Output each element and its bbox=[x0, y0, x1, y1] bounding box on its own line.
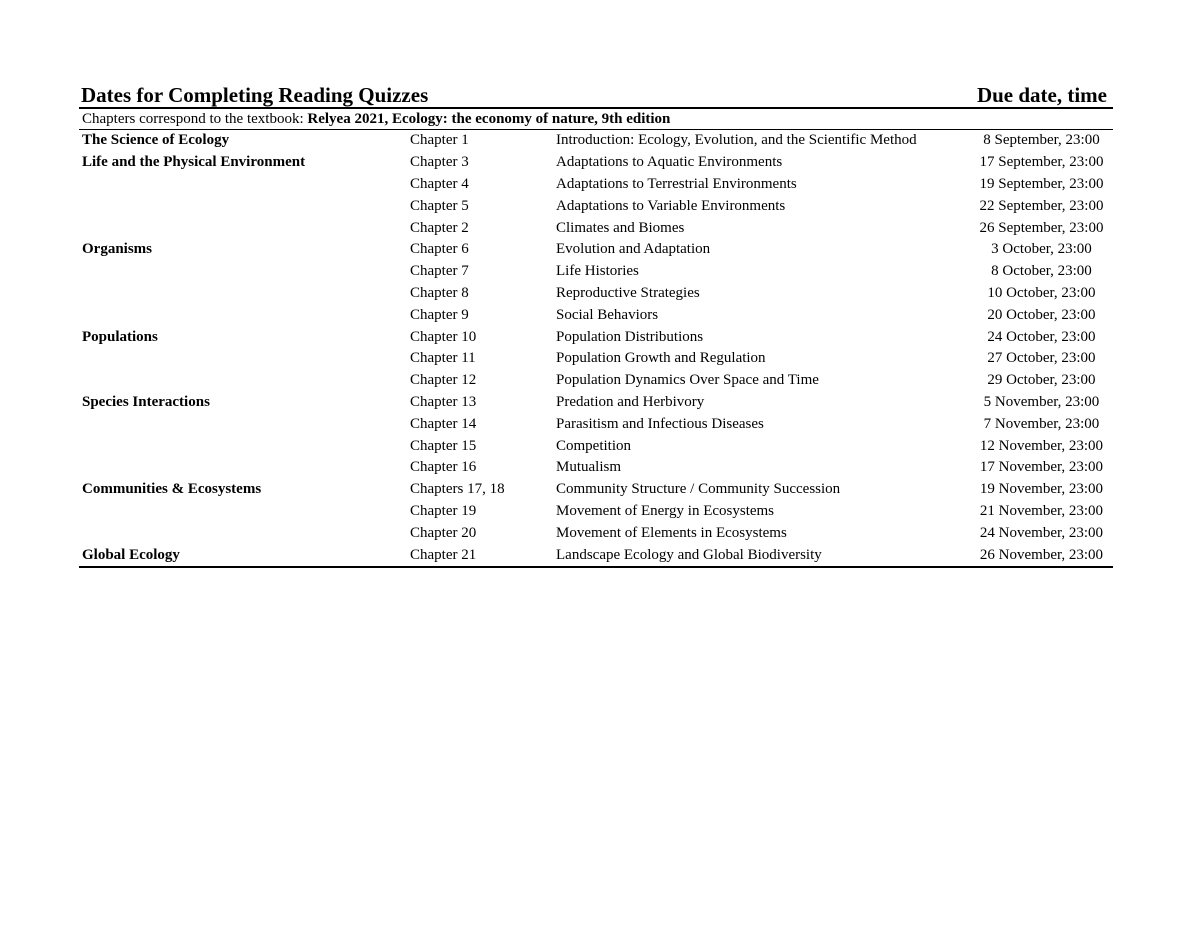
section-label bbox=[79, 457, 410, 479]
chapter-label: Chapter 19 bbox=[410, 502, 477, 519]
due-date: 24 November, 23:00 bbox=[979, 524, 1104, 541]
chapter-topic: Parasitism and Infectious Diseases bbox=[556, 415, 764, 432]
chapter-topic: Life Histories bbox=[556, 263, 639, 280]
due-date: 19 November, 23:00 bbox=[979, 481, 1104, 498]
due-date: 5 November, 23:00 bbox=[983, 393, 1100, 410]
chapter-label: Chapters 17, 18 bbox=[410, 481, 505, 498]
table-row bbox=[79, 130, 1113, 152]
section-label bbox=[79, 217, 410, 239]
chapter-label: Chapter 20 bbox=[410, 524, 477, 541]
chapter-label: Chapter 8 bbox=[410, 284, 469, 301]
due-date: 17 November, 23:00 bbox=[979, 459, 1104, 476]
due-date: 10 October, 23:00 bbox=[987, 284, 1096, 301]
due-date: 19 September, 23:00 bbox=[979, 175, 1104, 192]
table-row bbox=[79, 239, 1113, 261]
section-label bbox=[79, 348, 410, 370]
due-date: 20 October, 23:00 bbox=[987, 306, 1096, 323]
chapter-topic: Evolution and Adaptation bbox=[556, 241, 711, 258]
table-row bbox=[79, 348, 1113, 370]
table-row bbox=[79, 544, 1113, 567]
due-date: 22 September, 23:00 bbox=[979, 197, 1104, 214]
chapter-topic: Competition bbox=[556, 437, 631, 454]
textbook-note bbox=[79, 109, 1113, 130]
chapter-label: Chapter 6 bbox=[410, 241, 469, 258]
chapter-topic: Adaptations to Aquatic Environments bbox=[556, 154, 783, 171]
section-label bbox=[79, 435, 410, 457]
section-label bbox=[79, 261, 410, 283]
section-label bbox=[79, 174, 410, 196]
table-row bbox=[79, 370, 1113, 392]
quiz-table-body bbox=[79, 130, 1113, 567]
chapter-label: Chapter 10 bbox=[410, 328, 477, 345]
chapter-label: Chapter 1 bbox=[410, 132, 469, 149]
quiz-table bbox=[79, 130, 1113, 568]
chapter-topic: Movement of Elements in Ecosystems bbox=[556, 524, 787, 541]
chapter-topic: Community Structure / Community Succession bbox=[556, 481, 841, 498]
chapter-topic: Population Growth and Regulation bbox=[556, 350, 766, 367]
chapter-label: Chapter 21 bbox=[410, 546, 477, 563]
table-row bbox=[79, 283, 1113, 305]
due-date: 26 November, 23:00 bbox=[979, 546, 1104, 563]
due-date-header: Due date, time bbox=[976, 83, 1107, 107]
chapter-label: Chapter 14 bbox=[410, 415, 477, 432]
due-date: 8 September, 23:00 bbox=[983, 132, 1100, 149]
chapter-topic: Landscape Ecology and Global Biodiversity bbox=[556, 546, 822, 563]
table-row bbox=[79, 413, 1113, 435]
section-label bbox=[79, 283, 410, 305]
section-label: Species Interactions bbox=[82, 393, 210, 410]
section-label bbox=[79, 501, 410, 523]
due-date: 29 October, 23:00 bbox=[987, 372, 1096, 389]
table-row bbox=[79, 326, 1113, 348]
section-label bbox=[79, 522, 410, 544]
chapter-label: Chapter 2 bbox=[410, 219, 469, 236]
section-label: Global Ecology bbox=[82, 546, 180, 563]
due-date: 8 October, 23:00 bbox=[991, 263, 1092, 280]
chapter-label: Chapter 3 bbox=[410, 154, 469, 171]
due-date: 26 September, 23:00 bbox=[979, 219, 1104, 236]
table-row bbox=[79, 435, 1113, 457]
section-label: Organisms bbox=[82, 241, 153, 258]
chapter-topic: Introduction: Ecology, Evolution, and the Scientific Method bbox=[556, 132, 917, 149]
chapter-topic: Social Behaviors bbox=[556, 306, 659, 323]
section-label bbox=[79, 304, 410, 326]
chapter-label: Chapter 11 bbox=[410, 350, 476, 367]
chapter-label: Chapter 9 bbox=[410, 306, 469, 323]
table-row bbox=[79, 217, 1113, 239]
chapter-topic: Predation and Herbivory bbox=[556, 393, 705, 410]
table-row bbox=[79, 174, 1113, 196]
due-date: 17 September, 23:00 bbox=[979, 154, 1104, 171]
section-label: Populations bbox=[82, 328, 158, 345]
chapter-label: Chapter 5 bbox=[410, 197, 469, 214]
title-row bbox=[79, 84, 1113, 109]
table-row bbox=[79, 479, 1113, 501]
section-label bbox=[79, 195, 410, 217]
section-label: The Science of Ecology bbox=[82, 132, 230, 149]
chapter-topic: Population Dynamics Over Space and Time bbox=[556, 372, 819, 389]
table-row bbox=[79, 261, 1113, 283]
table-row bbox=[79, 501, 1113, 523]
textbook-title: Relyea 2021, Ecology: the economy of nature, 9th edition bbox=[307, 111, 671, 127]
chapter-label: Chapter 12 bbox=[410, 372, 477, 389]
chapter-topic: Adaptations to Variable Environments bbox=[556, 197, 786, 214]
section-label: Communities & Ecosystems bbox=[82, 481, 262, 498]
due-date: 27 October, 23:00 bbox=[987, 350, 1096, 367]
table-row bbox=[79, 522, 1113, 544]
chapter-topic: Population Distributions bbox=[556, 328, 704, 345]
chapter-label: Chapter 7 bbox=[410, 263, 469, 280]
quiz-schedule-sheet bbox=[79, 84, 1113, 568]
textbook-note-prefix: Chapters correspond to the textbook: bbox=[82, 111, 308, 127]
table-row bbox=[79, 392, 1113, 414]
section-label bbox=[79, 370, 410, 392]
due-date: 24 October, 23:00 bbox=[987, 328, 1096, 345]
section-label bbox=[79, 413, 410, 435]
table-row bbox=[79, 152, 1113, 174]
chapter-label: Chapter 4 bbox=[410, 175, 469, 192]
chapter-topic: Climates and Biomes bbox=[556, 219, 685, 236]
chapter-label: Chapter 13 bbox=[410, 393, 477, 410]
due-date: 7 November, 23:00 bbox=[983, 415, 1100, 432]
due-date: 12 November, 23:00 bbox=[979, 437, 1104, 454]
chapter-topic: Adaptations to Terrestrial Environments bbox=[556, 175, 797, 192]
chapter-topic: Movement of Energy in Ecosystems bbox=[556, 502, 775, 519]
page-title: Dates for Completing Reading Quizzes bbox=[81, 83, 429, 107]
chapter-topic: Reproductive Strategies bbox=[556, 284, 700, 301]
table-row bbox=[79, 304, 1113, 326]
table-row bbox=[79, 457, 1113, 479]
due-date: 21 November, 23:00 bbox=[979, 502, 1104, 519]
table-row bbox=[79, 195, 1113, 217]
chapter-topic: Mutualism bbox=[556, 459, 622, 476]
due-date: 3 October, 23:00 bbox=[991, 241, 1092, 258]
section-label: Life and the Physical Environment bbox=[82, 154, 306, 171]
chapter-label: Chapter 16 bbox=[410, 459, 477, 476]
chapter-label: Chapter 15 bbox=[410, 437, 477, 454]
